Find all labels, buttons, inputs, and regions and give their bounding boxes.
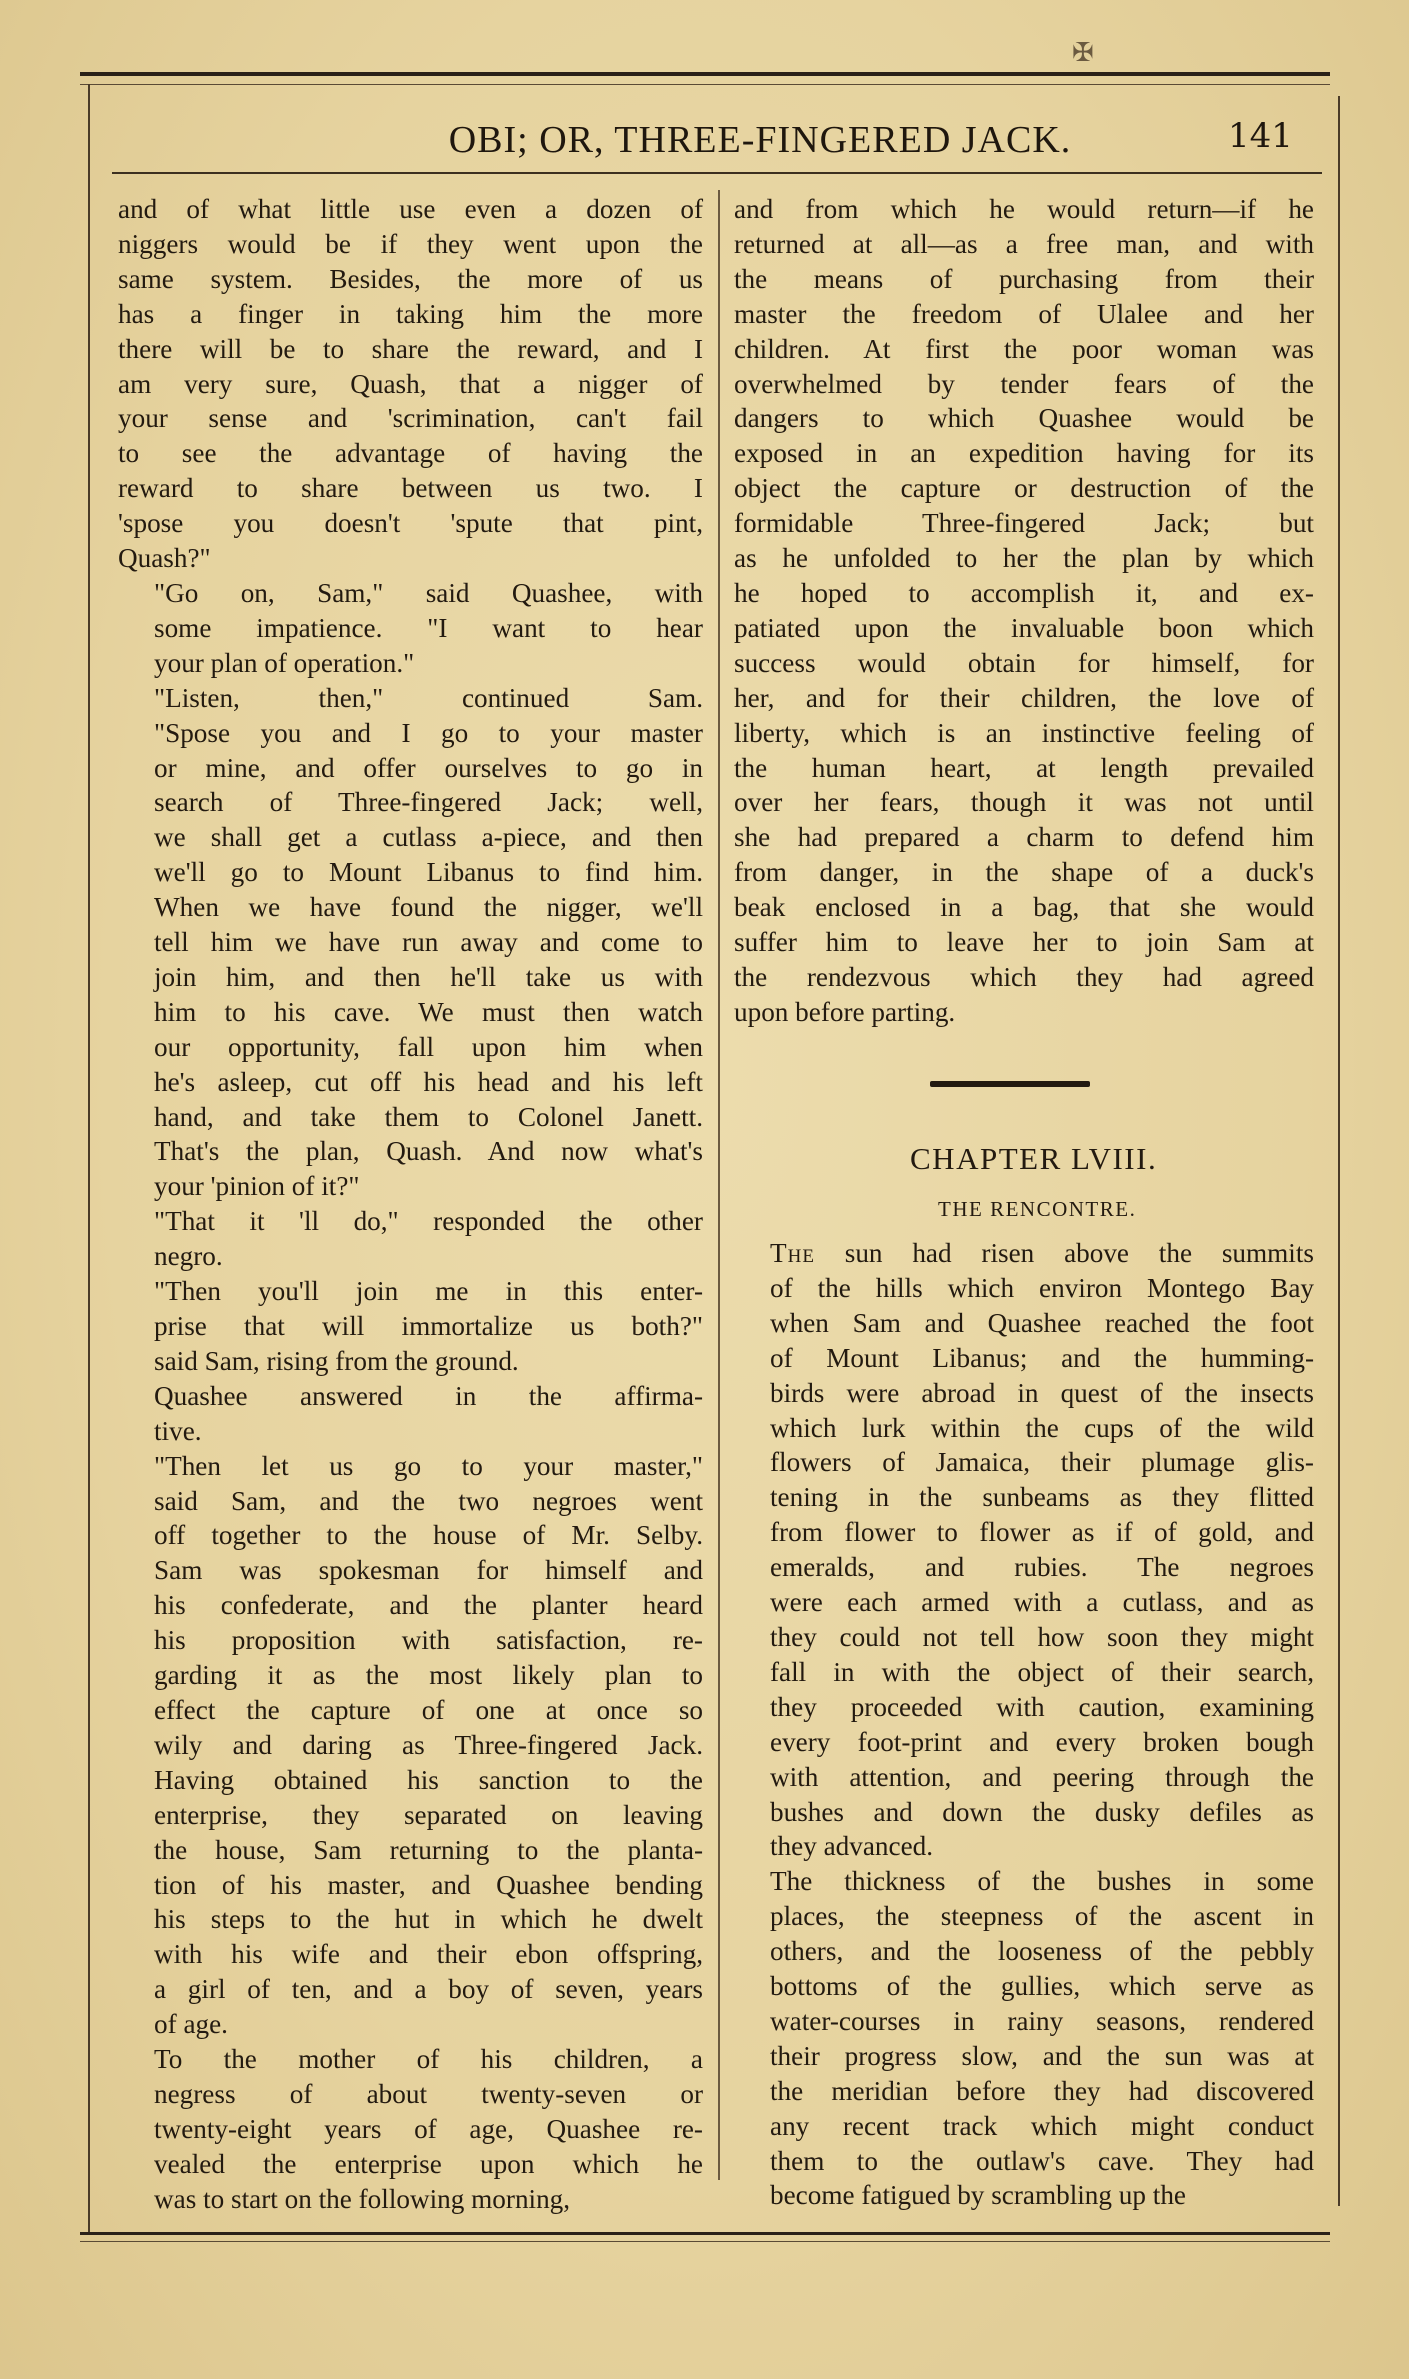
text-line: When we have found the nigger, we'll <box>154 892 703 923</box>
paragraph <box>118 2042 703 2217</box>
running-header-title: OBI; OR, THREE-FINGERED JACK. <box>448 119 1072 161</box>
text-line: to see the advantage of having the <box>118 438 703 469</box>
text-line: the human heart, at length prevailed <box>734 752 1314 783</box>
left-column <box>118 192 703 2217</box>
text-line: your sense and 'scrimination, can't fail <box>118 403 703 434</box>
text-line: flowers of Jamaica, their plumage glis- <box>770 1447 1314 1478</box>
text-line: his steps to the hut in which he dwelt <box>154 1904 703 1935</box>
text-line: exposed in an expedition having for its <box>734 438 1314 469</box>
text-line: That's the plan, Quash. And now what's <box>154 1136 703 1167</box>
text-line: overwhelmed by tender fears of the <box>734 368 1314 399</box>
text-line: the meridian before they had discovered <box>770 2075 1314 2106</box>
text-line: off together to the house of Mr. Selby. <box>154 1520 703 1551</box>
text-line: your 'pinion of it?" <box>154 1171 360 1202</box>
text-line: them to the outlaw's cave. They had <box>770 2145 1314 2176</box>
text-line: tive. <box>154 1415 202 1446</box>
text-line: his proposition with satisfaction, re- <box>154 1625 703 1656</box>
chapter-body <box>734 1236 1314 2213</box>
text-line: returned at all—as a free man, and with <box>734 228 1314 259</box>
text-line: of Mount Libanus; and the humming- <box>770 1342 1314 1373</box>
text-line: niggers would be if they went upon the <box>118 228 703 259</box>
text-line: The thickness of the bushes in some <box>770 1866 1314 1897</box>
bottom-rule-thin <box>80 2241 1330 2242</box>
text-line: she had prepared a charm to defend him <box>734 822 1314 853</box>
text-line: dangers to which Quashee would be <box>734 403 1314 434</box>
text-line: her, and for their children, the love of <box>734 682 1314 713</box>
text-line: effect the capture of one at once so <box>154 1694 703 1725</box>
text-line <box>734 1236 1314 1271</box>
text-line: their progress slow, and the sun was at <box>770 2040 1314 2071</box>
text-line: tion of his master, and Quashee bending <box>154 1869 703 1900</box>
text-line: To the mother of his children, a <box>154 2044 703 2075</box>
text-line: "Then you'll join me in this enter- <box>154 1276 703 1307</box>
text-line: we'll go to Mount Libanus to find him. <box>154 857 703 888</box>
text-line: when Sam and Quashee reached the foot <box>770 1307 1314 1338</box>
text-line: become fatigued by scrambling up the <box>770 2180 1186 2211</box>
text-line: Having obtained his sanction to the <box>154 1764 703 1795</box>
text-line: 'spose you doesn't 'spute that pint, <box>118 508 703 539</box>
frame-right-border <box>1338 96 1340 2206</box>
text-line: wily and daring as Three-fingered Jack. <box>154 1729 703 1760</box>
text-line: beak enclosed in a bag, that she would <box>734 892 1314 923</box>
text-line: "Go on, Sam," said Quashee, with <box>154 577 703 608</box>
text-line: said Sam, and the two negroes went <box>154 1485 703 1516</box>
text-line: with attention, and peering through the <box>770 1761 1314 1792</box>
text-line: "Then let us go to your master," <box>154 1450 703 1481</box>
text-line: a girl of ten, and a boy of seven, years <box>154 1974 703 2005</box>
chapter-lead-word: The <box>770 1238 815 1268</box>
text-line: vealed the enterprise upon which he <box>154 2148 703 2179</box>
text-line: upon before parting. <box>734 996 956 1027</box>
text-line: enterprise, they separated on leaving <box>154 1799 703 1830</box>
text-line: prise that will immortalize us both?" <box>154 1311 703 1341</box>
page-number: 141 <box>1228 116 1293 156</box>
text-line: they proceeded with caution, examining <box>770 1691 1314 1722</box>
corner-ornament-icon: ✠ <box>1072 38 1094 68</box>
top-rule-thin <box>80 84 1330 85</box>
paragraph <box>118 1274 703 1379</box>
text-line: over her fears, though it was not until <box>734 787 1314 818</box>
column-divider <box>718 190 720 2180</box>
text-line: Quashee answered in the affirma- <box>154 1380 703 1411</box>
text-line: we shall get a cutlass a-piece, and then <box>154 822 703 853</box>
text-line-rest: sun had risen above the summits <box>814 1238 1314 1268</box>
paragraph <box>118 1204 703 1274</box>
paragraph <box>118 1379 703 1449</box>
text-line: was to start on the following morning, <box>154 2183 571 2214</box>
text-line: some impatience. "I want to hear <box>154 612 703 643</box>
top-rule <box>80 72 1330 76</box>
text-line: others, and the looseness of the pebbly <box>770 1936 1314 1967</box>
text-line: children. At first the poor woman was <box>734 333 1314 364</box>
text-line: places, the steepness of the ascent in <box>770 1901 1314 1932</box>
text-line: any recent track which might conduct <box>770 2110 1314 2141</box>
text-line: said Sam, rising from the ground. <box>154 1345 519 1376</box>
text-line: and of what little use even a dozen of <box>118 194 703 224</box>
text-line: success would obtain for himself, for <box>734 647 1314 678</box>
text-line: with his wife and their ebon offspring, <box>154 1939 703 1970</box>
text-line: him to his cave. We must then watch <box>154 996 703 1027</box>
text-line: of age. <box>154 2009 228 2040</box>
text-line: every foot-print and every broken bough <box>770 1726 1314 1757</box>
text-line: of the hills which environ Montego Bay <box>770 1272 1314 1303</box>
text-line: "Spose you and I go to your master <box>154 717 703 748</box>
text-line: Quash?" <box>118 543 211 574</box>
text-line: were each armed with a cutlass, and as <box>770 1587 1314 1618</box>
text-line: his confederate, and the planter heard <box>154 1590 703 1621</box>
paragraph <box>118 576 703 681</box>
text-line: join him, and then he'll take us with <box>154 961 703 992</box>
text-line: search of Three-fingered Jack; well, <box>154 787 703 818</box>
paragraph <box>118 1449 703 2042</box>
paragraph <box>734 192 1314 1030</box>
text-line: bottoms of the gullies, which serve as <box>770 1971 1314 2002</box>
text-line: they advanced. <box>770 1831 934 1862</box>
text-line: they could not tell how soon they might <box>770 1621 1314 1652</box>
text-line: our opportunity, fall upon him when <box>154 1031 703 1062</box>
text-line: negress of about twenty-seven or <box>154 2078 703 2109</box>
text-line: tell him we have run away and come to <box>154 927 703 958</box>
right-column <box>734 192 1314 1030</box>
paragraph <box>118 681 703 1205</box>
text-line: which lurk within the cups of the wild <box>770 1412 1314 1443</box>
text-line: the means of purchasing from their <box>734 263 1314 294</box>
text-line: twenty-eight years of age, Quashee re- <box>154 2113 703 2144</box>
text-line: suffer him to leave her to join Sam at <box>734 927 1314 958</box>
text-line: from flower to flower as if of gold, and <box>770 1517 1314 1548</box>
text-line: am very sure, Quash, that a nigger of <box>118 368 703 399</box>
header-rule <box>112 172 1322 174</box>
text-line: birds were abroad in quest of the insects <box>770 1377 1314 1408</box>
text-line: he's asleep, cut off his head and his left <box>154 1066 703 1097</box>
text-line: has a finger in taking him the more <box>118 298 703 329</box>
text-line: emeralds, and rubies. The negroes <box>770 1552 1314 1583</box>
text-line: your plan of operation." <box>154 647 415 678</box>
paragraph <box>118 192 703 576</box>
text-line: as he unfolded to her the plan by which <box>734 543 1314 574</box>
bottom-rule <box>80 2232 1330 2235</box>
text-line: liberty, which is an instinctive feeling of <box>734 717 1314 748</box>
text-line: from danger, in the shape of a duck's <box>734 857 1314 888</box>
text-line: object the capture or destruction of the <box>734 473 1314 504</box>
text-line: master the freedom of Ulalee and her <box>734 298 1314 329</box>
text-line: patiated upon the invaluable boon which <box>734 612 1314 643</box>
text-line: negro. <box>154 1241 223 1272</box>
chapter-subtitle: THE RENCONTRE. <box>938 1197 1137 1221</box>
text-line: fall in with the object of their search, <box>770 1656 1314 1687</box>
text-line: and from which he would return—if he <box>734 194 1314 224</box>
text-line: he hoped to accomplish it, and ex- <box>734 577 1314 608</box>
text-line: formidable Three-fingered Jack; but <box>734 508 1314 539</box>
text-line: the house, Sam returning to the planta- <box>154 1834 703 1865</box>
frame-left-border <box>88 84 90 2234</box>
text-line: reward to share between us two. I <box>118 473 703 504</box>
text-line: "That it 'll do," responded the other <box>154 1206 703 1237</box>
text-line: same system. Besides, the more of us <box>118 263 703 294</box>
text-line: garding it as the most likely plan to <box>154 1660 703 1691</box>
text-line: the rendezvous which they had agreed <box>734 961 1314 992</box>
paragraph <box>734 1236 1314 1864</box>
text-line: bushes and down the dusky defiles as <box>770 1796 1314 1827</box>
section-ornament-rule <box>930 1081 1090 1087</box>
paragraph <box>734 1864 1314 2213</box>
text-line: tening in the sunbeams as they flitted <box>770 1482 1314 1513</box>
text-line: there will be to share the reward, and I <box>118 333 703 364</box>
chapter-heading: CHAPTER LVIII. <box>910 1141 1158 1176</box>
text-line: or mine, and offer ourselves to go in <box>154 752 703 783</box>
text-line: "Listen, then," continued Sam. <box>154 682 703 713</box>
text-line: Sam was spokesman for himself and <box>154 1555 703 1586</box>
text-line: hand, and take them to Colonel Janett. <box>154 1101 703 1132</box>
text-line: water-courses in rainy seasons, rendered <box>770 2005 1314 2036</box>
